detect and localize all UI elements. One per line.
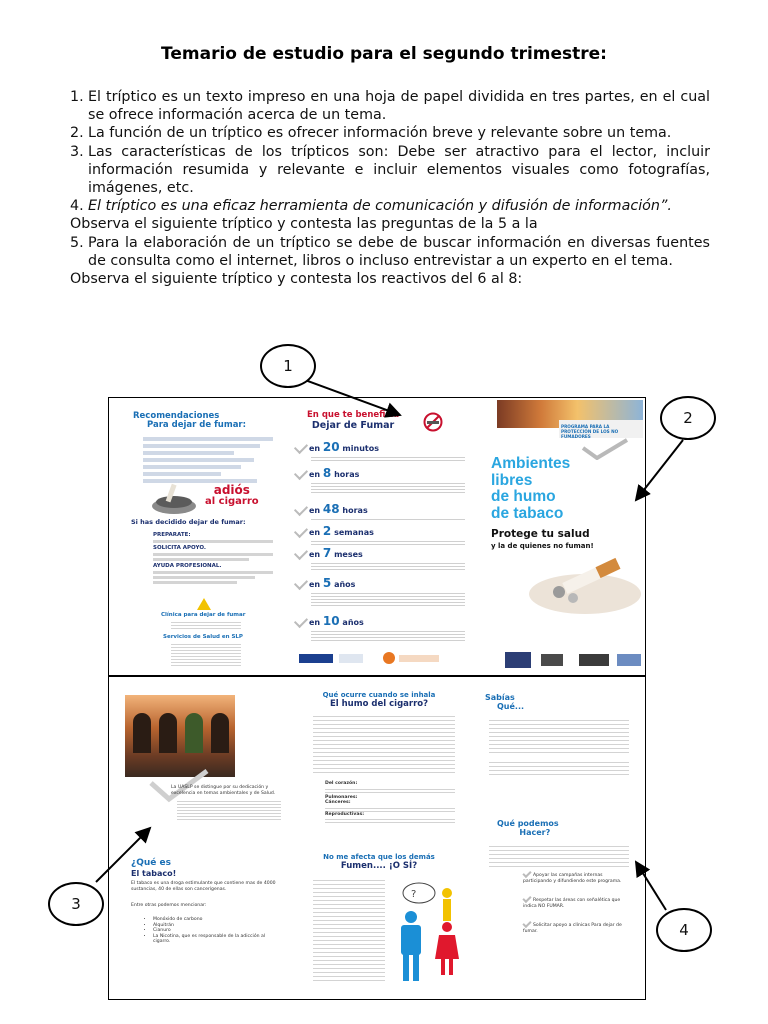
program-banner: PROGRAMA PARA LA PROTECCIÓN DE LOS NO FUMADORES bbox=[561, 424, 619, 439]
timeline-prefix: en bbox=[309, 550, 321, 559]
benefit-heading: En que te beneficia bbox=[307, 410, 400, 420]
list-item: • Monóxido de carbono bbox=[153, 917, 273, 923]
svg-text:?: ? bbox=[411, 889, 417, 900]
timeline-unit: semanas bbox=[334, 528, 374, 537]
timeline-prefix: en bbox=[309, 506, 321, 515]
action-item: Apoyar las campañas internas participando y difundiendo este programa. bbox=[523, 873, 622, 884]
step-item: PREPARATE: bbox=[153, 532, 191, 538]
decision-heading: Si has decidido dejar de fumar: bbox=[131, 518, 246, 526]
page-title: Temario de estudio para el segundo trimestre: bbox=[161, 44, 607, 64]
timeline-unit: años bbox=[334, 580, 356, 589]
did-you-know-heading: Sabías bbox=[485, 693, 515, 702]
clinic-heading: Clínica para dejar de fumar bbox=[161, 612, 246, 618]
action-item: Respetar las áreas con señalética que indica NO FUMAR. bbox=[523, 898, 621, 909]
recommendations-heading: Recomendaciones bbox=[133, 411, 220, 421]
uaslp-text: La UASLP se distingue por su dedicación y excelencia en temas ambientales y de Salud. bbox=[171, 785, 276, 796]
disease-item: Pulmonares: bbox=[325, 794, 358, 800]
timeline-prefix: en bbox=[309, 444, 321, 453]
item-number: 2. bbox=[70, 125, 84, 142]
disease-item: Reproductivas: bbox=[325, 811, 365, 817]
services-heading: Servicios de Salud en SLP bbox=[163, 634, 243, 640]
timeline-unit: años bbox=[342, 618, 364, 627]
instruction-text: Observa el siguiente tríptico y contesta los reactivos del 6 al 8: bbox=[70, 271, 523, 288]
instruction-text: Observa el siguiente tríptico y contesta las preguntas de la 5 a la bbox=[70, 216, 538, 233]
list-item: • Cianuro bbox=[153, 928, 273, 934]
disease-item: Del corazón: bbox=[325, 781, 358, 786]
al-cigarro-text: al cigarro bbox=[205, 496, 259, 507]
timeline-unit: minutos bbox=[342, 444, 379, 453]
callout-4: 4 bbox=[656, 908, 712, 952]
timeline-prefix: en bbox=[309, 618, 321, 627]
timeline-unit: horas bbox=[342, 506, 368, 515]
item-text: Las características de los trípticos son: Debe ser atractivo para el lector, incluir información resumida y relevante e incluir elementos visuales como fotografías, imágenes, etc. bbox=[88, 143, 710, 197]
timeline-value: 7 bbox=[322, 546, 332, 560]
callout-1: 1 bbox=[260, 344, 316, 388]
campaign-title: Ambientes libres de humo de tabaco bbox=[491, 455, 571, 522]
mention-text: Entre otras podemos mencionar: bbox=[131, 903, 207, 908]
callout-2: 2 bbox=[660, 396, 716, 440]
item-text: Para la elaboración de un tríptico se debe de buscar información en diversas fuentes de consulta como el internet, libros o incluso entrevistar a un experto en el tema. bbox=[88, 234, 710, 269]
item-number: 5. bbox=[70, 234, 84, 251]
step-item: AYUDA PROFESIONAL. bbox=[153, 563, 222, 569]
did-you-know-sub: Qué... bbox=[497, 702, 525, 711]
adios-text: adiós bbox=[213, 483, 250, 497]
smoke-heading: El humo del cigarro? bbox=[329, 699, 429, 709]
what-can-heading: Qué podemos bbox=[497, 819, 559, 828]
item-text: La función de un tríptico es ofrecer información breve y relevante sobre un tema. bbox=[88, 125, 672, 142]
timeline-value: 20 bbox=[322, 440, 340, 454]
recommendations-subheading: Para dejar de fumar: bbox=[147, 420, 247, 430]
what-is-heading: ¿Qué es bbox=[131, 858, 171, 868]
list-item: • La Nicotina, que es responsable de la adicción al cigarro. bbox=[153, 934, 273, 945]
item-text: El tríptico es un texto impreso en una hoja de papel dividida en tres partes, en el cual se ofrece información acerca de un tema. bbox=[88, 89, 710, 124]
timeline-value: 5 bbox=[322, 576, 332, 590]
timeline-value: 48 bbox=[322, 502, 340, 516]
item-number: 3. bbox=[70, 143, 84, 160]
list-item: • Alquitrán bbox=[153, 923, 273, 929]
tobacco-heading: El tabaco! bbox=[131, 869, 177, 878]
action-item: Solicitar apoyo a clínicas Para dejar de fumar. bbox=[523, 923, 622, 934]
item-number: 1. bbox=[70, 89, 84, 105]
tobacco-intro: El tabaco es una droga estimulante que contiene mas de 4000 sustancias, 40 de ellas son cancerígenas. bbox=[131, 881, 276, 892]
timeline-value: 2 bbox=[322, 524, 332, 538]
slogan: Protege tu salud bbox=[491, 528, 590, 540]
step-item: SOLICITA APOYO. bbox=[153, 545, 206, 551]
timeline-prefix: en bbox=[309, 580, 321, 589]
callout-3: 3 bbox=[48, 882, 104, 926]
slogan-sub: y la de quienes no fuman! bbox=[491, 542, 594, 550]
inhale-heading: Qué ocurre cuando se inhala bbox=[322, 691, 436, 699]
what-can-sub: Hacer? bbox=[519, 828, 551, 837]
timeline-unit: horas bbox=[334, 470, 360, 479]
timeline-prefix: en bbox=[309, 470, 321, 479]
timeline-value: 8 bbox=[322, 466, 332, 480]
timeline-unit: meses bbox=[334, 550, 363, 559]
item-text: El tríptico es una eficaz herramienta de comunicación y difusión de información”. bbox=[88, 198, 672, 215]
item-number: 4. bbox=[70, 198, 84, 215]
disease-item: Cánceres: bbox=[325, 800, 351, 806]
timeline-value: 10 bbox=[322, 614, 340, 628]
timeline-prefix: en bbox=[309, 528, 321, 537]
smoke-others-heading: Fumen.... ¡O SÍ? bbox=[340, 861, 418, 871]
benefit-subheading: Dejar de Fumar bbox=[311, 420, 395, 431]
not-affect-heading: No me afecta que los demás bbox=[323, 853, 435, 861]
